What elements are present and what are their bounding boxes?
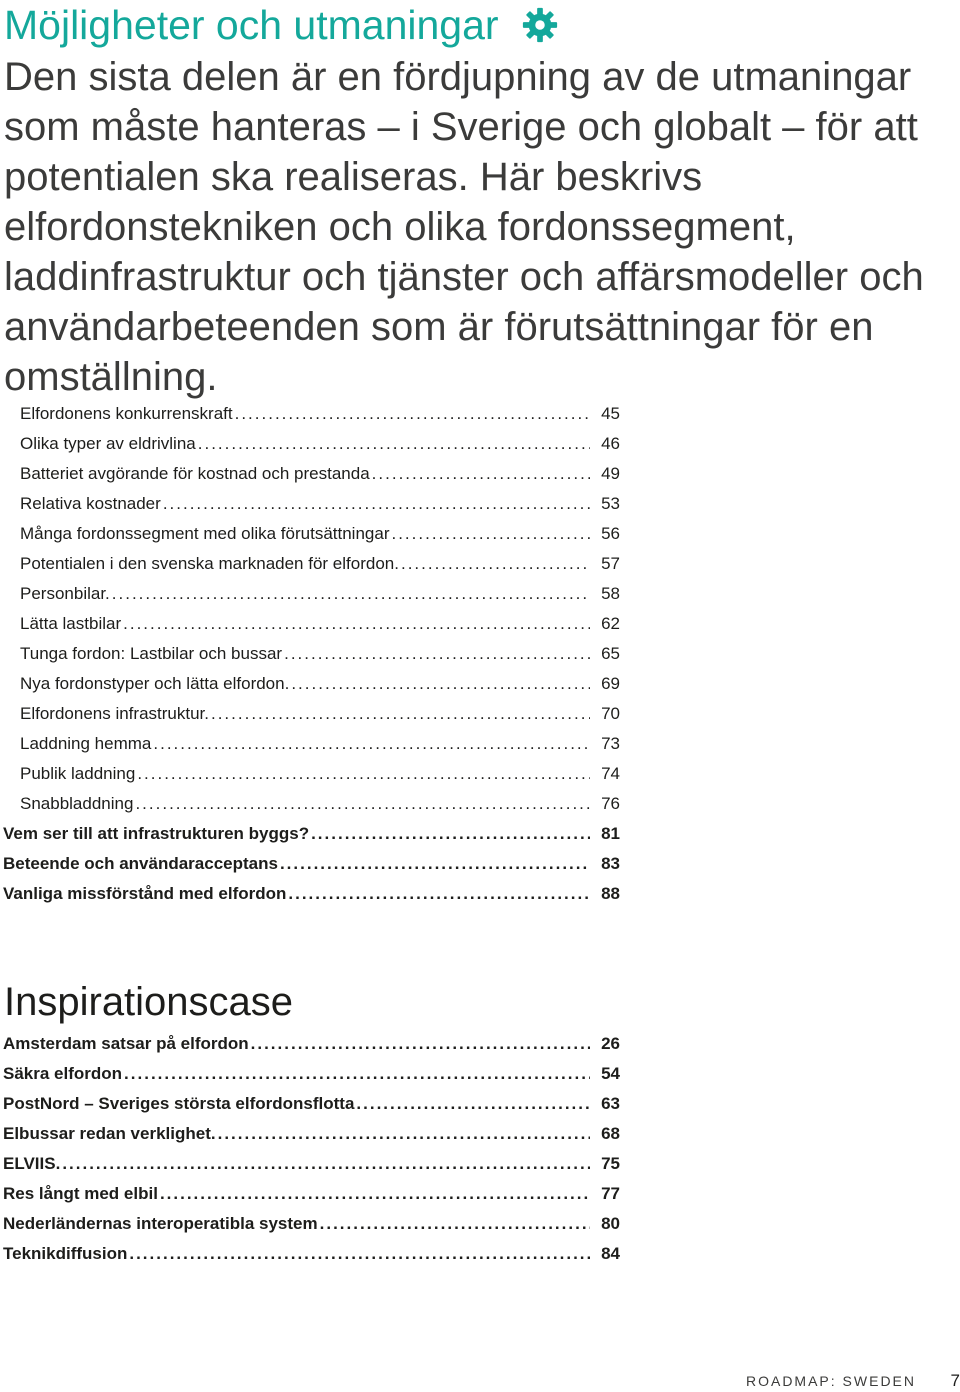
toc-entry-page: 57 — [601, 554, 620, 573]
dot-leader — [235, 404, 590, 424]
toc-entry-label: Snabbladdning — [20, 794, 134, 813]
dot-leader — [112, 584, 590, 604]
dot-leader — [280, 854, 590, 874]
toc-entry-page: 53 — [601, 494, 620, 513]
toc-entry-label: Många fordonssegment med olika förutsättningar — [20, 524, 390, 543]
toc-entry-label: PostNord – Sveriges största elfordonsflotta — [3, 1094, 355, 1113]
toc-entry-page: 73 — [601, 734, 620, 753]
toc-entry-page: 70 — [601, 704, 620, 723]
toc-entry-label: Tunga fordon: Lastbilar och bussar — [20, 644, 283, 663]
dot-leader — [129, 1244, 590, 1264]
toc-entry[interactable] — [0, 824, 620, 854]
toc-entry-label: Publik laddning — [20, 764, 136, 783]
toc-entry[interactable] — [0, 674, 620, 704]
heading-text: Möjligheter och utmaningar — [4, 2, 499, 48]
toc-entry-page: 54 — [601, 1064, 620, 1083]
toc-entry-page: 88 — [601, 884, 620, 903]
dot-leader — [163, 494, 590, 514]
dot-leader — [211, 704, 590, 724]
toc-entry[interactable] — [0, 734, 620, 764]
footer-label: ROADMAP: SWEDEN — [745, 1373, 916, 1389]
toc-entry-label: Olika typer av eldrivlina — [20, 434, 196, 453]
dot-leader — [291, 674, 590, 694]
toc-entry-page: 80 — [601, 1214, 620, 1233]
page-heading — [4, 2, 559, 48]
dot-leader — [218, 1124, 590, 1144]
toc-entry-label: Elfordonens konkurrenskraft — [20, 404, 233, 423]
toc-entry[interactable] — [0, 854, 620, 884]
toc-entry-page: 81 — [601, 824, 620, 843]
dot-leader — [372, 464, 590, 484]
dot-leader — [288, 884, 590, 904]
toc-entry-label: Lätta lastbilar — [20, 614, 122, 633]
toc-entry-page: 58 — [601, 584, 620, 603]
dot-leader — [123, 614, 590, 634]
toc-entry[interactable] — [0, 464, 620, 494]
dot-leader — [401, 554, 590, 574]
dot-leader — [153, 734, 590, 754]
toc-entry[interactable] — [0, 584, 620, 614]
toc-entry[interactable] — [0, 884, 620, 914]
dot-leader — [320, 1214, 590, 1234]
toc-entry[interactable] — [0, 1154, 620, 1184]
toc-entry-page: 83 — [601, 854, 620, 873]
toc-entry-label: Amsterdam satsar på elfordon — [3, 1034, 249, 1053]
toc-entry-page: 56 — [601, 524, 620, 543]
toc-entry-label: Nya fordonstyper och lätta elfordon. — [20, 674, 290, 693]
toc-entry[interactable] — [0, 1124, 620, 1154]
dot-leader — [160, 1184, 590, 1204]
toc-entry[interactable] — [0, 554, 620, 584]
toc-entry-label: Potentialen i den svenska marknaden för elfordon. — [20, 554, 399, 573]
toc-entry-page: 69 — [601, 674, 620, 693]
toc-entry-page: 26 — [601, 1034, 620, 1053]
toc-entry[interactable] — [0, 1064, 620, 1094]
gear-icon — [521, 6, 559, 44]
toc-entry[interactable] — [0, 704, 620, 734]
toc-entry-label: Personbilar. — [20, 584, 110, 603]
toc-entry-page: 65 — [601, 644, 620, 663]
toc-entry[interactable] — [0, 434, 620, 464]
toc-entry[interactable] — [0, 1184, 620, 1214]
toc-entry[interactable] — [0, 614, 620, 644]
dot-leader — [135, 794, 590, 814]
toc-entry-page: 49 — [601, 464, 620, 483]
toc-entry[interactable] — [0, 764, 620, 794]
toc-entry-page: 75 — [601, 1154, 620, 1173]
dot-leader — [356, 1094, 590, 1114]
toc-entry[interactable] — [0, 1244, 620, 1274]
toc-entry[interactable] — [0, 1034, 620, 1064]
toc-entry-page: 63 — [601, 1094, 620, 1113]
toc-entry-label: Laddning hemma — [20, 734, 152, 753]
dot-leader — [251, 1034, 590, 1054]
page-footer — [660, 1370, 960, 1392]
dot-leader — [311, 824, 590, 844]
toc-entry[interactable] — [0, 1214, 620, 1244]
inspiration-title: Inspirationscase — [4, 980, 294, 1024]
toc-entry-page: 62 — [601, 614, 620, 633]
toc-entry-label: ELVIIS. — [3, 1154, 61, 1173]
toc-entry[interactable] — [0, 794, 620, 824]
dot-leader — [284, 644, 590, 664]
toc-entry-page: 46 — [601, 434, 620, 453]
toc-entry-label: Teknikdiffusion — [3, 1244, 128, 1263]
dot-leader — [62, 1154, 590, 1174]
toc-entry-label: Nederländernas interoperatibla system — [3, 1214, 318, 1233]
dot-leader — [137, 764, 590, 784]
toc-entry-page: 74 — [601, 764, 620, 783]
toc-entry-label: Elfordonens infrastruktur. — [20, 704, 209, 723]
inspiration-list — [0, 1034, 620, 1274]
toc-entry-label: Res långt med elbil — [3, 1184, 158, 1203]
toc-entry-label: Säkra elfordon — [3, 1064, 123, 1083]
toc-entry-label: Vanliga missförstånd med elfordon — [3, 884, 287, 903]
dot-leader — [198, 434, 590, 454]
toc-entry-label: Beteende och användaracceptans — [3, 854, 278, 873]
toc-entry-page: 45 — [601, 404, 620, 423]
toc-entry-page: 68 — [601, 1124, 620, 1143]
toc-entry[interactable] — [0, 524, 620, 554]
toc-entry[interactable] — [0, 494, 620, 524]
toc-entry[interactable] — [0, 404, 620, 434]
toc-entry[interactable] — [0, 1094, 620, 1124]
page-number: 7 — [950, 1371, 960, 1390]
intro-paragraph: Den sista delen är en fördjupning av de utmaningar som måste hanteras – i Sverige och globalt – för att potentialen ska realiseras. Här beskrivs elfordonstekniken och olika fordonssegment, laddinfrastruktur och tjänster och affärsmodeller och användarbeteenden som är förutsättningar för en omställning. — [4, 55, 924, 399]
toc-entry-label: Elbussar redan verklighet. — [3, 1124, 216, 1143]
toc-entry-page: 77 — [601, 1184, 620, 1203]
table-of-contents — [0, 404, 620, 914]
toc-entry-label: Relativa kostnader — [20, 494, 161, 513]
dot-leader — [124, 1064, 590, 1084]
toc-entry-page: 84 — [601, 1244, 620, 1263]
toc-entry-label: Vem ser till att infrastrukturen byggs? — [3, 824, 310, 843]
toc-entry-page: 76 — [601, 794, 620, 813]
toc-entry[interactable] — [0, 644, 620, 674]
dot-leader — [391, 524, 590, 544]
toc-entry-label: Batteriet avgörande för kostnad och prestanda — [20, 464, 370, 483]
